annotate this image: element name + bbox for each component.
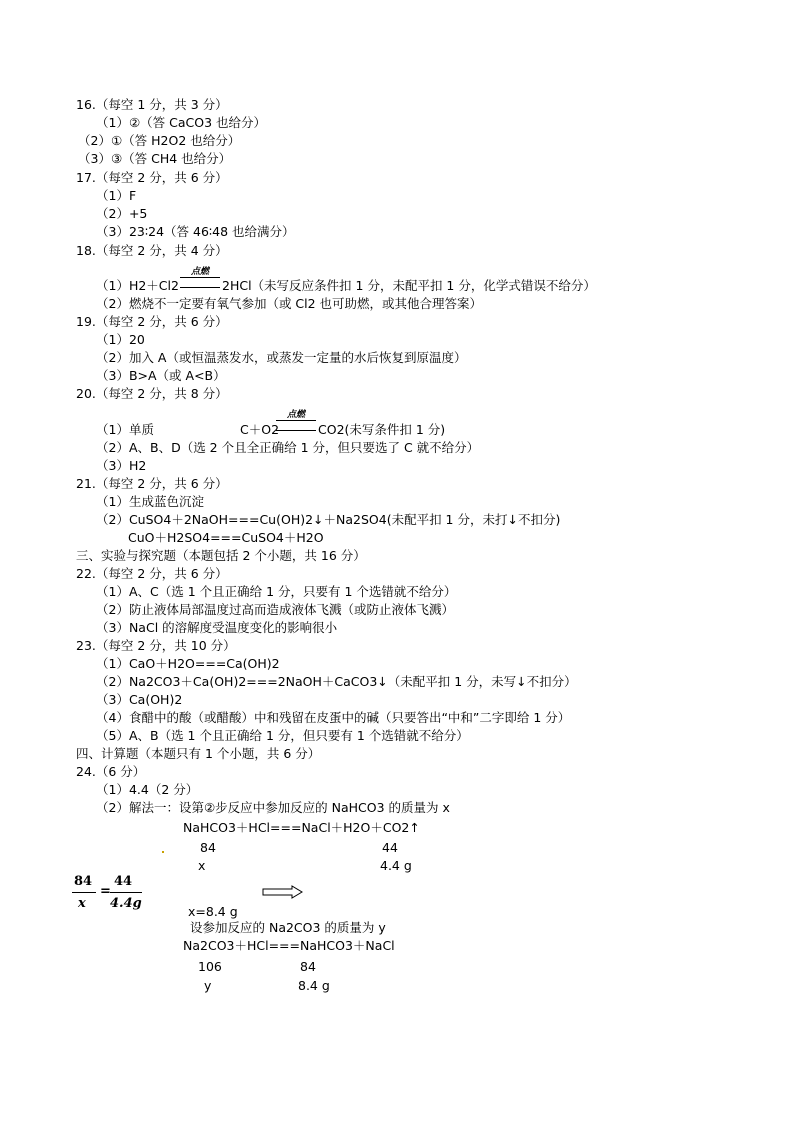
q20-equation-left: C＋O2 [240, 422, 280, 437]
eq2-mass-na2co3: 106 [198, 959, 222, 974]
q18-answer-2: （2）燃烧不一定要有氧气参加（或 Cl2 也可助燃，或其他合理答案） [96, 296, 483, 311]
q24-equation-1: NaHCO3＋HCl===NaCl＋H2O＋CO2↑ [183, 820, 420, 835]
q18-answer-1: 2HCl（未写反应条件扣 1 分，未配平扣 1 分，化学式错误不给分） [222, 278, 596, 293]
section-4-heading: 四、计算题（本题只有 1 个小题，共 6 分） [76, 746, 321, 761]
proportion-fraction [70, 874, 140, 914]
q22-answer-1: （1）A、C（选 1 个且正确给 1 分，只要有 1 个选错就不给分） [96, 584, 457, 599]
implies-arrow-icon [262, 885, 304, 899]
q19-answer-1: （1）20 [96, 332, 145, 347]
q23-answer-5: （5）A、B（选 1 个且正确给 1 分，但只要有 1 个选错就不给分） [96, 728, 469, 743]
fraction-left-denominator: x [78, 896, 86, 911]
q21-answer-1: （1）生成蓝色沉淀 [96, 494, 204, 509]
fraction-right-bar [110, 892, 142, 893]
q22-heading: 22.（每空 2 分，共 6 分） [76, 566, 228, 581]
q24-answer-2-intro: （2）解法一：设第②步反应中参加反应的 NaHCO3 的质量为 x [96, 800, 450, 815]
x-result: x=8.4 g [188, 904, 238, 919]
q22-answer-2: （2）防止液体局部温度过高而造成液体飞溅（或防止液体飞溅） [96, 602, 454, 617]
ignition-label: 点燃 [190, 267, 209, 277]
q17-answer-1: （1）F [96, 188, 137, 203]
fraction-equals: = [100, 884, 111, 899]
q20-ignition-condition [276, 410, 316, 432]
q16-heading: 16.（每空 1 分，共 3 分） [76, 97, 228, 112]
q23-answer-1: （1）CaO＋H2O===Ca(OH)2 [96, 656, 280, 671]
q20-answer-2: （2）A、B、D（选 2 个且全正确给 1 分，但只要选了 C 就不给分） [96, 440, 480, 455]
stray-dot [162, 851, 164, 853]
q18-ignition-condition [180, 267, 220, 289]
q19-answer-3: （3）B>A（或 A<B） [96, 368, 226, 383]
eq1-mass-co2: 44 [382, 840, 398, 855]
q21-heading: 21.（每空 2 分，共 6 分） [76, 476, 228, 491]
q17-heading: 17.（每空 2 分，共 6 分） [76, 170, 228, 185]
fraction-right-numerator: 44 [114, 874, 133, 889]
ignition-label: 点燃 [286, 410, 305, 420]
q24-set-y: 设参加反应的 Na2CO3 的质量为 y [190, 920, 386, 935]
eq1-mass-nahco3: 84 [200, 840, 216, 855]
q17-answer-3: （3）23∶24（答 46∶48 也给满分） [96, 224, 295, 239]
q18-equation-left: （1）H2＋Cl2 [96, 278, 179, 293]
q19-heading: 19.（每空 2 分，共 6 分） [76, 314, 228, 329]
q23-heading: 23.（每空 2 分，共 10 分） [76, 638, 236, 653]
q19-answer-2: （2）加入 A（或恒温蒸发水，或蒸发一定量的水后恢复到原温度） [96, 350, 467, 365]
q20-equation-right: CO2(未写条件扣 1 分) [318, 422, 446, 437]
eq1-co2-value: 4.4 g [380, 858, 412, 873]
fraction-left-bar [72, 892, 96, 893]
q17-answer-2: （2）+5 [96, 206, 148, 221]
q16-answer-1: （1）②（答 CaCO3 也给分） [96, 115, 267, 130]
q24-answer-1: （1）4.4（2 分） [96, 782, 199, 797]
q23-answer-4: （4）食醋中的酸（或醋酸）中和残留在皮蛋中的碱（只要答出“中和”二字即给 1 分） [96, 710, 571, 725]
q16-answer-3: （3）③（答 CH4 也给分） [78, 151, 232, 166]
q20-heading: 20.（每空 2 分，共 8 分） [76, 386, 228, 401]
eq2-nahco3-value: 8.4 g [298, 978, 330, 993]
q24-equation-2: Na2CO3＋HCl===NaHCO3＋NaCl [183, 938, 395, 953]
q21-answer-2: （2）CuSO4＋2NaOH===Cu(OH)2↓＋Na2SO4(未配平扣 1 分，未打↓不扣分) [96, 512, 561, 527]
fraction-left-numerator: 84 [74, 874, 93, 889]
q23-answer-2: （2）Na2CO3＋Ca(OH)2===2NaOH＋CaCO3↓（未配平扣 1 分，未写↓不扣分） [96, 674, 577, 689]
eq1-unknown-x: x [198, 858, 206, 873]
q22-answer-3: （3）NaCl 的溶解度受温度变化的影响很小 [96, 620, 338, 635]
q21-answer-2-line2: CuO＋H2SO4===CuSO4＋H2O [128, 530, 324, 545]
q24-heading: 24.（6 分） [76, 764, 146, 779]
q23-answer-3: （3）Ca(OH)2 [96, 692, 183, 707]
section-3-heading: 三、实验与探究题（本题包括 2 个小题，共 16 分） [76, 548, 366, 563]
fraction-right-denominator: 4.4g [110, 896, 142, 911]
q20-answer-1: （1）单质 [96, 422, 154, 437]
eq2-unknown-y: y [204, 978, 212, 993]
q18-heading: 18.（每空 2 分，共 4 分） [76, 243, 228, 258]
q16-answer-2: （2）①（答 H2O2 也给分） [78, 133, 241, 148]
q20-answer-3: （3）H2 [96, 458, 147, 473]
eq2-mass-nahco3: 84 [300, 959, 316, 974]
